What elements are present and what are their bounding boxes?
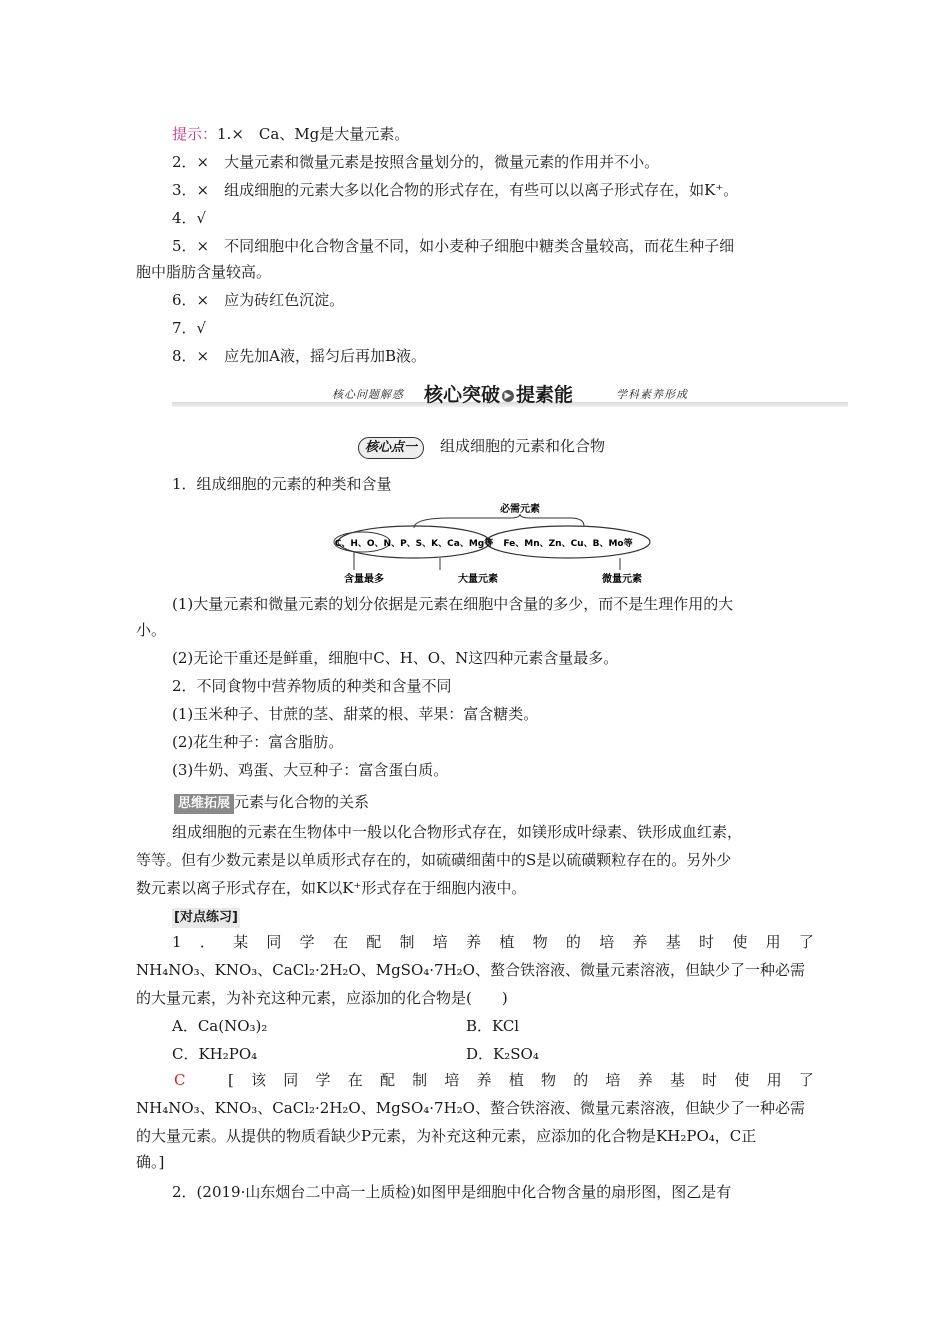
explain-char-5: 配 (379, 1071, 395, 1089)
explain-char-15: 时 (702, 1071, 718, 1089)
q1-char-11: 物 (532, 933, 548, 951)
q2-line: 2．(2019·山东烟台二中高一上质检)如图甲是细胞中化合物含量的扇形图，图乙是有 (172, 1183, 732, 1201)
explain-char-12: 培 (605, 1071, 621, 1089)
ext-line-a: 组成细胞的元素在生物体中一般以化合物形式存在，如镁形成叶绿素、铁形成血红素， (172, 823, 743, 841)
section-banner (172, 380, 848, 410)
tip-line-8: 8．× 应先加A液，摇匀后再加B液。 (172, 347, 426, 365)
explain-char-11: 的 (573, 1071, 589, 1089)
p2-heading: 2．不同食物中营养物质的种类和含量不同 (172, 677, 452, 695)
q1-char-1: ． (199, 933, 215, 951)
ext-heading (174, 792, 369, 814)
diagram-major-elements: C、H、O、N、P、S、K、Ca、Mg等 (334, 539, 494, 549)
explain-char-18: 了 (798, 1071, 814, 1089)
tip-label: 提示： (172, 125, 218, 143)
q1-char-13: 培 (599, 933, 615, 951)
diagram-top-label: 必需元素 (500, 504, 540, 515)
q1-char-7: 制 (399, 933, 415, 951)
explain-char-3: 学 (315, 1071, 331, 1089)
explain-char-16: 使 (734, 1071, 750, 1089)
explain-char-17: 用 (766, 1071, 782, 1089)
tip-line-5b: 胞中脂肪含量较高。 (136, 263, 272, 281)
diagram-label-most: 含量最多 (344, 574, 384, 585)
section-title: 组成细胞的元素和化合物 (440, 437, 606, 455)
explain-char-1: 该 (251, 1071, 267, 1089)
tip-text-1: 1.× Ca、Mg是大量元素。 (217, 125, 410, 143)
p1-heading: 1．组成细胞的元素的种类和含量 (172, 475, 392, 493)
q1-char-4: 学 (299, 933, 315, 951)
banner-left: 核心问题解惑 (332, 388, 404, 401)
p1-note-1a: (1)大量元素和微量元素的划分依据是元素在细胞中含量的多少，而不是生理作用的大 (172, 595, 734, 613)
q1-char-15: 基 (665, 933, 681, 951)
q1-char-6: 配 (366, 933, 382, 951)
p2-item-a: (1)玉米种子、甘蔗的茎、甜菜的根、苹果：富含糖类。 (172, 705, 539, 723)
tip-line-7: 7．√ (172, 319, 207, 337)
q1-line-b: NH₄NO₃、KNO₃、CaCl₂·2H₂O、MgSO₄·7H₂O、螯合铁溶液、微量元素溶液，但缺少了一种必需 (136, 961, 805, 979)
q1-char-17: 使 (732, 933, 748, 951)
diagram-label-major: 大量元素 (458, 574, 498, 585)
option-b: B．KCl (466, 1017, 520, 1035)
q1-char-16: 时 (699, 933, 715, 951)
explain-line-3: 的大量元素。从提供的物质看缺少P元素，为补充这种元素，应添加的化合物是KH₂PO₄，C正 (136, 1127, 757, 1145)
arrow-icon: ▶ (502, 390, 514, 402)
explain-char-0: [ (228, 1071, 234, 1089)
tip-line-1 (172, 124, 409, 144)
element-diagram (330, 496, 660, 588)
q1-line-c: 的大量元素，为补充这种元素，应添加的化合物是( ) (136, 989, 508, 1007)
diagram-label-trace: 微量元素 (602, 574, 642, 585)
tip-line-6: 6．× 应为砖红色沉淀。 (172, 291, 345, 309)
q1-char-9: 养 (466, 933, 482, 951)
banner-main-1: 核心突破 (424, 384, 501, 406)
option-a: A．Ca(NO₃)₂ (172, 1017, 268, 1035)
q1-char-18: 用 (765, 933, 781, 951)
ext-line-c: 数元素以离子形式存在，如K以K⁺形式存在于细胞内液中。 (136, 879, 527, 897)
ext-line-b: 等等。但有少数元素是以单质形式存在的，如硫磺细菌中的S是以硫磺颗粒存在的。另外少 (136, 851, 732, 869)
p1-note-2: (2)无论干重还是鲜重，细胞中C、H、O、N这四种元素含量最多。 (172, 649, 619, 667)
diagram-trace-elements: Fe、Mn、Zn、Cu、B、Mo等 (503, 539, 633, 549)
p2-item-c: (3)牛奶、鸡蛋、大豆种子：富含蛋白质。 (172, 761, 449, 779)
option-c: C．KH₂PO₄ (172, 1045, 258, 1063)
q1-line-a (172, 932, 814, 952)
tip-line-5a: 5．× 不同细胞中化合物含量不同，如小麦种子细胞中糖类含量较高，而花生种子细 (172, 237, 735, 255)
q1-char-2: 某 (233, 933, 249, 951)
explain-char-13: 养 (637, 1071, 653, 1089)
explain-line-4: 确。] (136, 1153, 165, 1171)
explain-char-6: 制 (412, 1071, 428, 1089)
banner-main (424, 380, 573, 407)
q1-char-14: 养 (632, 933, 648, 951)
explain-char-9: 植 (508, 1071, 524, 1089)
banner-main-2: 提素能 (516, 384, 574, 406)
answer-letter: C (174, 1071, 186, 1089)
tip-line-2: 2．× 大量元素和微量元素是按照含量划分的，微量元素的作用并不小。 (172, 153, 660, 171)
explain-char-14: 基 (669, 1071, 685, 1089)
q1-char-10: 植 (499, 933, 515, 951)
explain-line-2: NH₄NO₃、KNO₃、CaCl₂·2H₂O、MgSO₄·7H₂O、螯合铁溶液、微量元素溶液，但缺少了一种必需 (136, 1099, 805, 1117)
ext-badge: 思维拓展 (174, 794, 234, 814)
explain-char-10: 物 (541, 1071, 557, 1089)
ext-title: 元素与化合物的关系 (234, 793, 370, 811)
section-badge: 核心点一 (358, 437, 424, 459)
q1-char-5: 在 (332, 933, 348, 951)
exercise-label: [对点练习] (172, 908, 240, 928)
option-d: D．K₂SO₄ (466, 1045, 539, 1063)
q1-char-0: 1 (172, 933, 182, 951)
q1-char-3: 同 (266, 933, 282, 951)
q1-char-19: 了 (798, 933, 814, 951)
explain-char-7: 培 (444, 1071, 460, 1089)
tip-line-3: 3．× 组成细胞的元素大多以化合物的形式存在，有些可以以离子形式存在，如K⁺。 (172, 181, 739, 199)
explain-char-2: 同 (283, 1071, 299, 1089)
exercise-label-row (172, 906, 240, 928)
p1-note-1b: 小。 (136, 621, 167, 639)
q1-char-8: 培 (432, 933, 448, 951)
explain-line-1 (228, 1070, 814, 1090)
p2-item-b: (2)花生种子：富含脂肪。 (172, 733, 344, 751)
q1-char-12: 的 (565, 933, 581, 951)
explain-char-4: 在 (347, 1071, 363, 1089)
section-heading (358, 436, 605, 459)
tip-line-4: 4．√ (172, 209, 207, 227)
explain-char-8: 养 (476, 1071, 492, 1089)
banner-right: 学科素养形成 (616, 388, 688, 401)
